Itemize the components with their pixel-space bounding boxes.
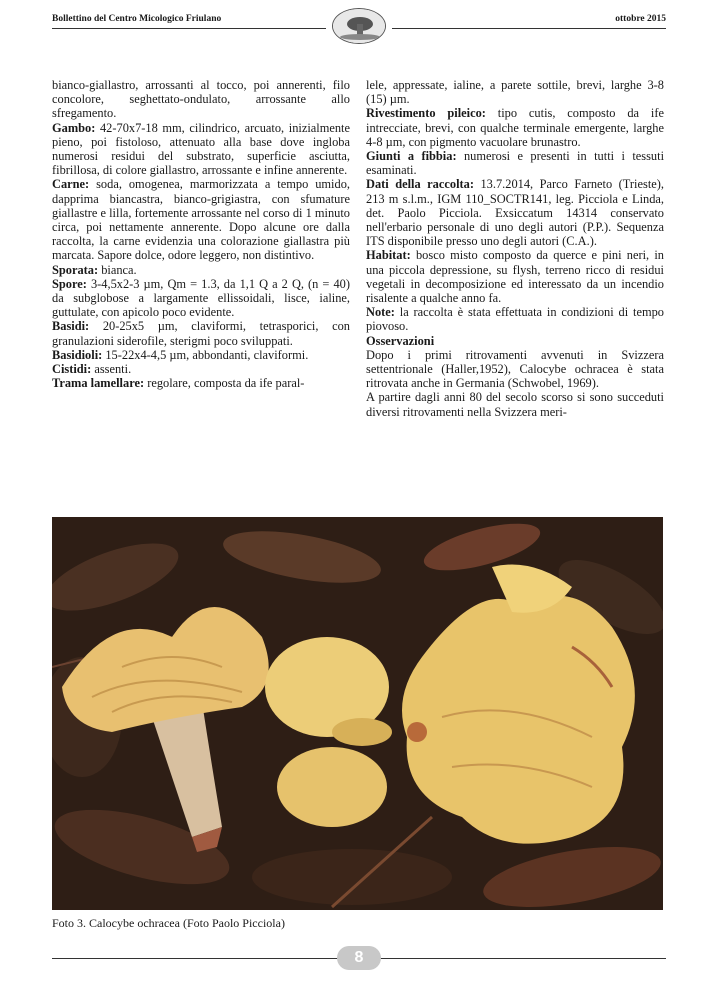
- paragraph: Trama lamellare: regolare, composta da ife paral-: [52, 376, 305, 391]
- paragraph: Cistidi: assenti.: [52, 362, 132, 377]
- left-column: [52, 78, 350, 390]
- paragraph: Dati della raccolta: 13.7.2014, Parco Farneto (Trieste), 213 m s.l.m., IGM 110_SOCTR141, leg. Picciola e Linda, det. Paolo Picciola. Exsiccatum 14314 conservato nell'erbario personale di uno degli autori (P.P.). Sequenza ITS disponibile presso uno degli autori (C.A.).: [366, 177, 664, 249]
- issue-date: ottobre 2015: [615, 14, 666, 24]
- paragraph: Rivestimento pileico: tipo cutis, composto da ife intrecciate, brevi, con qualche terminale emergente, larghe 4-8 µm, con pigmento vacuolare brunastro.: [366, 106, 664, 149]
- paragraph: Note: la raccolta è stata effettuata in condizioni di tempo piovoso.: [366, 305, 664, 334]
- right-column: [366, 78, 664, 419]
- mushroom-photo: [52, 517, 663, 910]
- paragraph: Sporata: bianca.: [52, 262, 137, 277]
- paragraph: Habitat: bosco misto composto da querce e pini neri, in una piccola depressione, su flysh, terreno ricco di residui vegetali in decomposizione ed interessato da un incendio risalente a qualche anno fa.: [366, 248, 664, 306]
- paragraph: Carne: soda, omogenea, marmorizzata a tempo umido, dapprima biancastra, bianco-grigiastra, con sfumature giallastre e lilla, fortemente arrossante nel corso di 1 minuto circa, poi nettamente annerente. Dopo alcune ore dalla raccolta, la carne evidenzia una colorazione giallastra più marcata. Sapore dolce, odore leggero, non distintivo.: [52, 177, 350, 263]
- paragraph: Dopo i primi ritrovamenti avvenuti in Svizzera settentrionale (Haller,1952), Calocybe ochracea è stata ritrovata anche in Germania (Schwobel, 1969).: [366, 347, 664, 391]
- paragraph: Gambo: 42-70x7-18 mm, cilindrico, arcuato, inizialmente pieno, poi fistoloso, attenuato alla base dove ingloba numerosi residui del substrato, superficie asciutta, fibrillosa, di colore giallastro, arrossante e infine annerente.: [52, 120, 350, 178]
- paragraph: lele, appressate, ialine, a parete sottile, brevi, larghe 3-8 (15) µm.: [366, 78, 664, 107]
- page-number: 8: [337, 946, 381, 970]
- paragraph: bianco-giallastro, arrossanti al tocco, poi annerenti, filo concolore, seghettato-ondulato, arrossante allo sfregamento.: [52, 78, 350, 121]
- logo-mushroom-icon: [333, 9, 386, 44]
- photo-calocybe-ochracea: [52, 517, 663, 910]
- header-rule-right: [392, 28, 666, 29]
- journal-title: Bollettino del Centro Micologico Friulano: [52, 14, 222, 24]
- paragraph: A partire dagli anni 80 del secolo scorso si sono succeduti diversi ritrovamenti nella Svizzera meri-: [366, 390, 664, 419]
- paragraph: Basidi: 20-25x5 µm, claviformi, tetrasporici, con granulazioni siderofile, sterigmi poco sviluppati.: [52, 319, 350, 348]
- page-header: [52, 8, 666, 44]
- journal-logo: [332, 8, 386, 44]
- paragraph: Spore: 3-4,5x2-3 µm, Qm = 1.3, da 1,1 Q a 2 Q, (n = 40) da subglobose a largamente ellissoidali, lisce, ialine, guttulate, con apicolo poco evidente.: [52, 276, 350, 320]
- photo-caption: Foto 3. Calocybe ochracea (Foto Paolo Picciola): [52, 916, 285, 930]
- section-heading: Osservazioni: [366, 333, 435, 348]
- paragraph: Giunti a fibbia: numerosi e presenti in tutti i tessuti esaminati.: [366, 149, 665, 178]
- header-rule-left: [52, 28, 326, 29]
- paragraph: Basidioli: 15-22x4-4,5 µm, abbondanti, claviformi.: [52, 347, 309, 362]
